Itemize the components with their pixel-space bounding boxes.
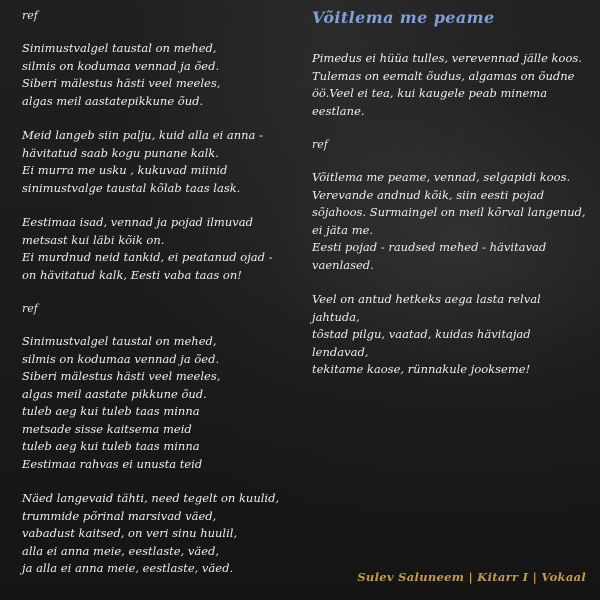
lyric-line: Ei murdnud neid tankid, ei peatanud ojad -	[22, 250, 273, 264]
lyric-line: Näed langevaid tähti, need tegelt on kuulid,	[22, 491, 280, 505]
stanza	[22, 490, 292, 578]
performer-credit: Sulev Saluneem | Kitarr I | Vokaal	[357, 570, 586, 584]
lyric-line: Pimedus ei hüüa tulles, verevennad jälle koos. Tulemas on eemalt õudus, algamas on õudne öö.Veel ei tea, kui kaugele peab minema eestlane.	[312, 51, 582, 118]
lyric-line: hävitatud saab kogu punane kalk.	[22, 145, 219, 160]
ref-label: ref	[22, 302, 38, 315]
stanza	[312, 50, 587, 120]
lyric-line: tõstad pilgu, vaatad, kuidas hävitajad lendavad,	[312, 327, 531, 359]
song-title: Võitlema me peame	[312, 8, 495, 27]
lyric-line: Verevande andnud kõik, siin eesti pojad sõjahoos. Surmaingel on meil kõrval langenud, ei jäta me.	[312, 187, 586, 237]
lyric-line: metsade sisse kaitsema meid	[22, 421, 192, 436]
lyric-line: tekitame kaose, rünnakule jookseme!	[312, 362, 531, 376]
stanza	[22, 333, 292, 473]
lyric-line: Meid langeb siin palju, kuid alla ei anna -	[22, 128, 263, 142]
lyric-line: Veel on antud hetkeks aega lasta relval jahtuda,	[312, 292, 541, 324]
lyric-line: silmis on kodumaa vennad ja õed.	[22, 351, 220, 366]
lyric-line: Siberi mälestus hästi veel meeles,	[22, 76, 221, 90]
lyric-line: on hävitatud kalk, Eesti vaba taas on!	[22, 267, 242, 282]
lyric-line: ja alla ei anna meie, eestlaste, väed.	[22, 561, 234, 575]
lyric-line: tuleb aeg kui tuleb taas minna	[22, 404, 200, 418]
lyric-line: tuleb aeg kui tuleb taas minna	[22, 439, 200, 453]
lyric-line: trummide põrinal marsivad väed,	[22, 508, 217, 523]
lyric-line: sinimustvalge taustal kõlab taas lask.	[22, 180, 241, 195]
lyric-line: Võitlema me peame, vennad, selgapidi koos.	[312, 170, 571, 184]
lyric-line: alla ei anna meie, eestlaste, väed,	[22, 543, 220, 558]
stanza	[312, 169, 587, 274]
lyric-line: Eesti pojad - raudsed mehed - hävitavad vaenlased.	[312, 240, 547, 272]
right-column	[312, 8, 587, 396]
lyric-line: Sinimustvalgel taustal on mehed,	[22, 41, 217, 55]
lyric-line: Siberi mälestus hästi veel meeles,	[22, 369, 221, 383]
lyric-line: metsast kui läbi kõik on.	[22, 232, 165, 247]
stanza	[312, 291, 587, 379]
lyric-line: Eestimaa isad, vennad ja pojad ilmuvad	[22, 215, 253, 229]
left-column	[22, 8, 292, 595]
stanza	[22, 127, 292, 197]
ref-label: ref	[22, 9, 38, 22]
lyric-line: Ei murra me usku , kukuvad miinid	[22, 163, 228, 177]
ref-label: ref	[312, 138, 328, 151]
stanza	[22, 214, 292, 284]
lyric-line: algas meil aastatepikkune õud.	[22, 93, 204, 108]
lyric-line: vabadust kaitsed, on veri sinu huulil,	[22, 526, 238, 540]
lyric-line: algas meil aastate pikkune õud.	[22, 386, 207, 401]
lyric-line: Sinimustvalgel taustal on mehed,	[22, 334, 217, 348]
lyric-line: silmis on kodumaa vennad ja õed.	[22, 58, 220, 73]
stanza	[22, 40, 292, 110]
lyric-line: Eestimaa rahvas ei unusta teid	[22, 456, 203, 471]
